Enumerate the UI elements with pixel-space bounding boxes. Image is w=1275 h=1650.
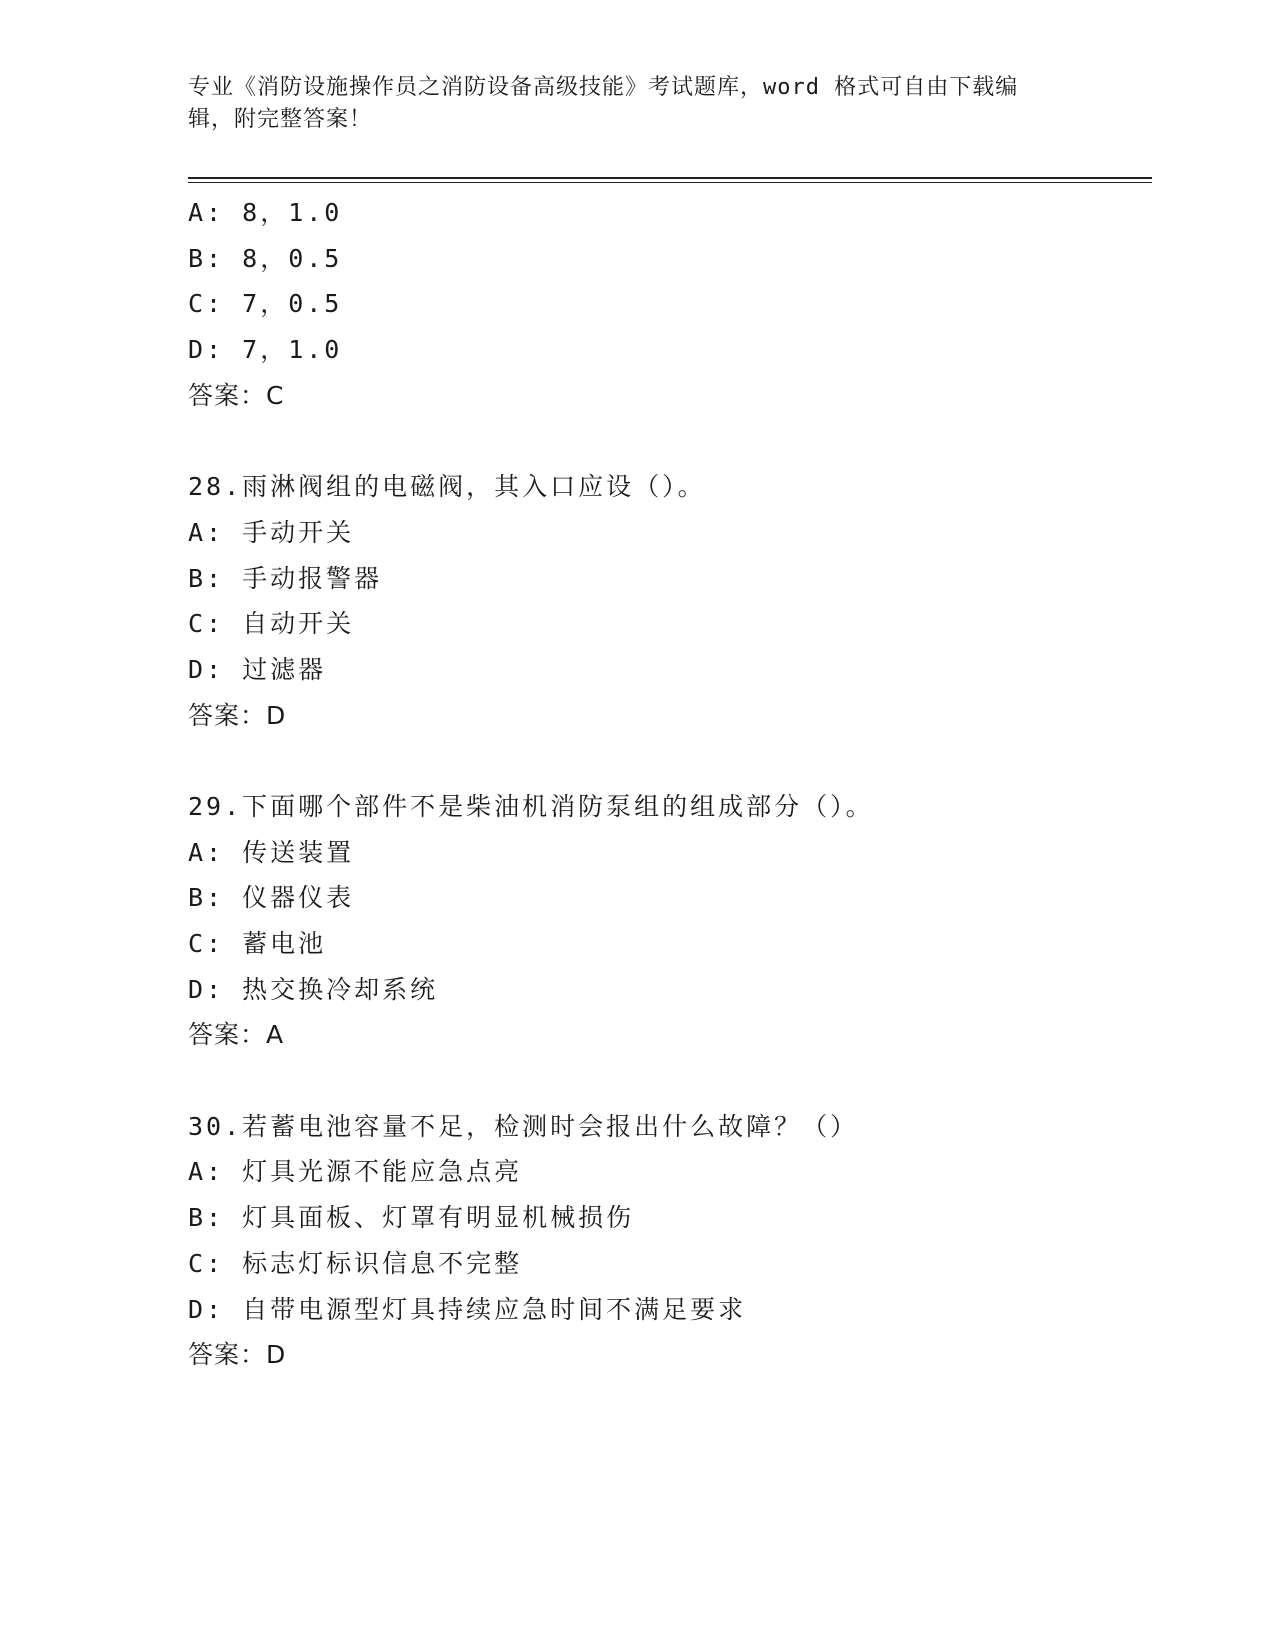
page-header <box>188 72 1068 136</box>
option-b: B: 仪器仪表 <box>188 883 355 913</box>
question-stem: 30.若蓄电池容量不足，检测时会报出什么故障？（） <box>188 1111 859 1141</box>
option-a: A: 传送装置 <box>188 837 355 867</box>
option-a: A: 8，1.0 <box>188 198 343 227</box>
option-d: D: 过滤器 <box>188 654 327 684</box>
option-b: B: 手动报警器 <box>188 563 383 593</box>
question-list <box>188 190 1148 1378</box>
question-spacer <box>188 738 1148 784</box>
option-a: A: 灯具光源不能应急点亮 <box>188 1157 523 1187</box>
header-divider-thick <box>188 177 1152 179</box>
option-d: D: 热交换冷却系统 <box>188 974 439 1004</box>
question-29 <box>188 784 1148 1058</box>
answer-line: 答案：D <box>188 1340 287 1370</box>
question-stem: 29.下面哪个部件不是柴油机消防泵组的组成部分（）。 <box>188 791 874 821</box>
question-spacer <box>188 1058 1148 1104</box>
option-c: C: 7，0.5 <box>188 289 343 319</box>
answer-line: 答案：A <box>188 1020 285 1050</box>
option-d: D: 自带电源型灯具持续应急时间不满足要求 <box>188 1294 747 1324</box>
option-b: B: 灯具面板、灯罩有明显机械损伤 <box>188 1203 635 1233</box>
header-line-2: 辑，附完整答案！ <box>188 107 373 132</box>
question-spacer <box>188 418 1148 464</box>
option-d: D: 7，1.0 <box>188 335 343 365</box>
option-b: B: 8，0.5 <box>188 243 343 273</box>
question-stem: 28.雨淋阀组的电磁阀，其入口应设（）。 <box>188 472 706 502</box>
question-28 <box>188 464 1148 738</box>
question-30 <box>188 1104 1148 1378</box>
option-a: A: 手动开关 <box>188 517 355 547</box>
header-line-1: 专业《消防设施操作员之消防设备高级技能》考试题库，word 格式可自由下载编 <box>188 75 1019 100</box>
header-divider-thin <box>188 182 1152 183</box>
option-c: C: 蓄电池 <box>188 929 327 958</box>
option-c: C: 标志灯标识信息不完整 <box>188 1248 523 1278</box>
question-27-tail <box>188 190 1148 418</box>
answer-line: 答案：C <box>188 380 285 410</box>
answer-line: 答案：D <box>188 700 287 730</box>
option-c: C: 自动开关 <box>188 609 355 639</box>
